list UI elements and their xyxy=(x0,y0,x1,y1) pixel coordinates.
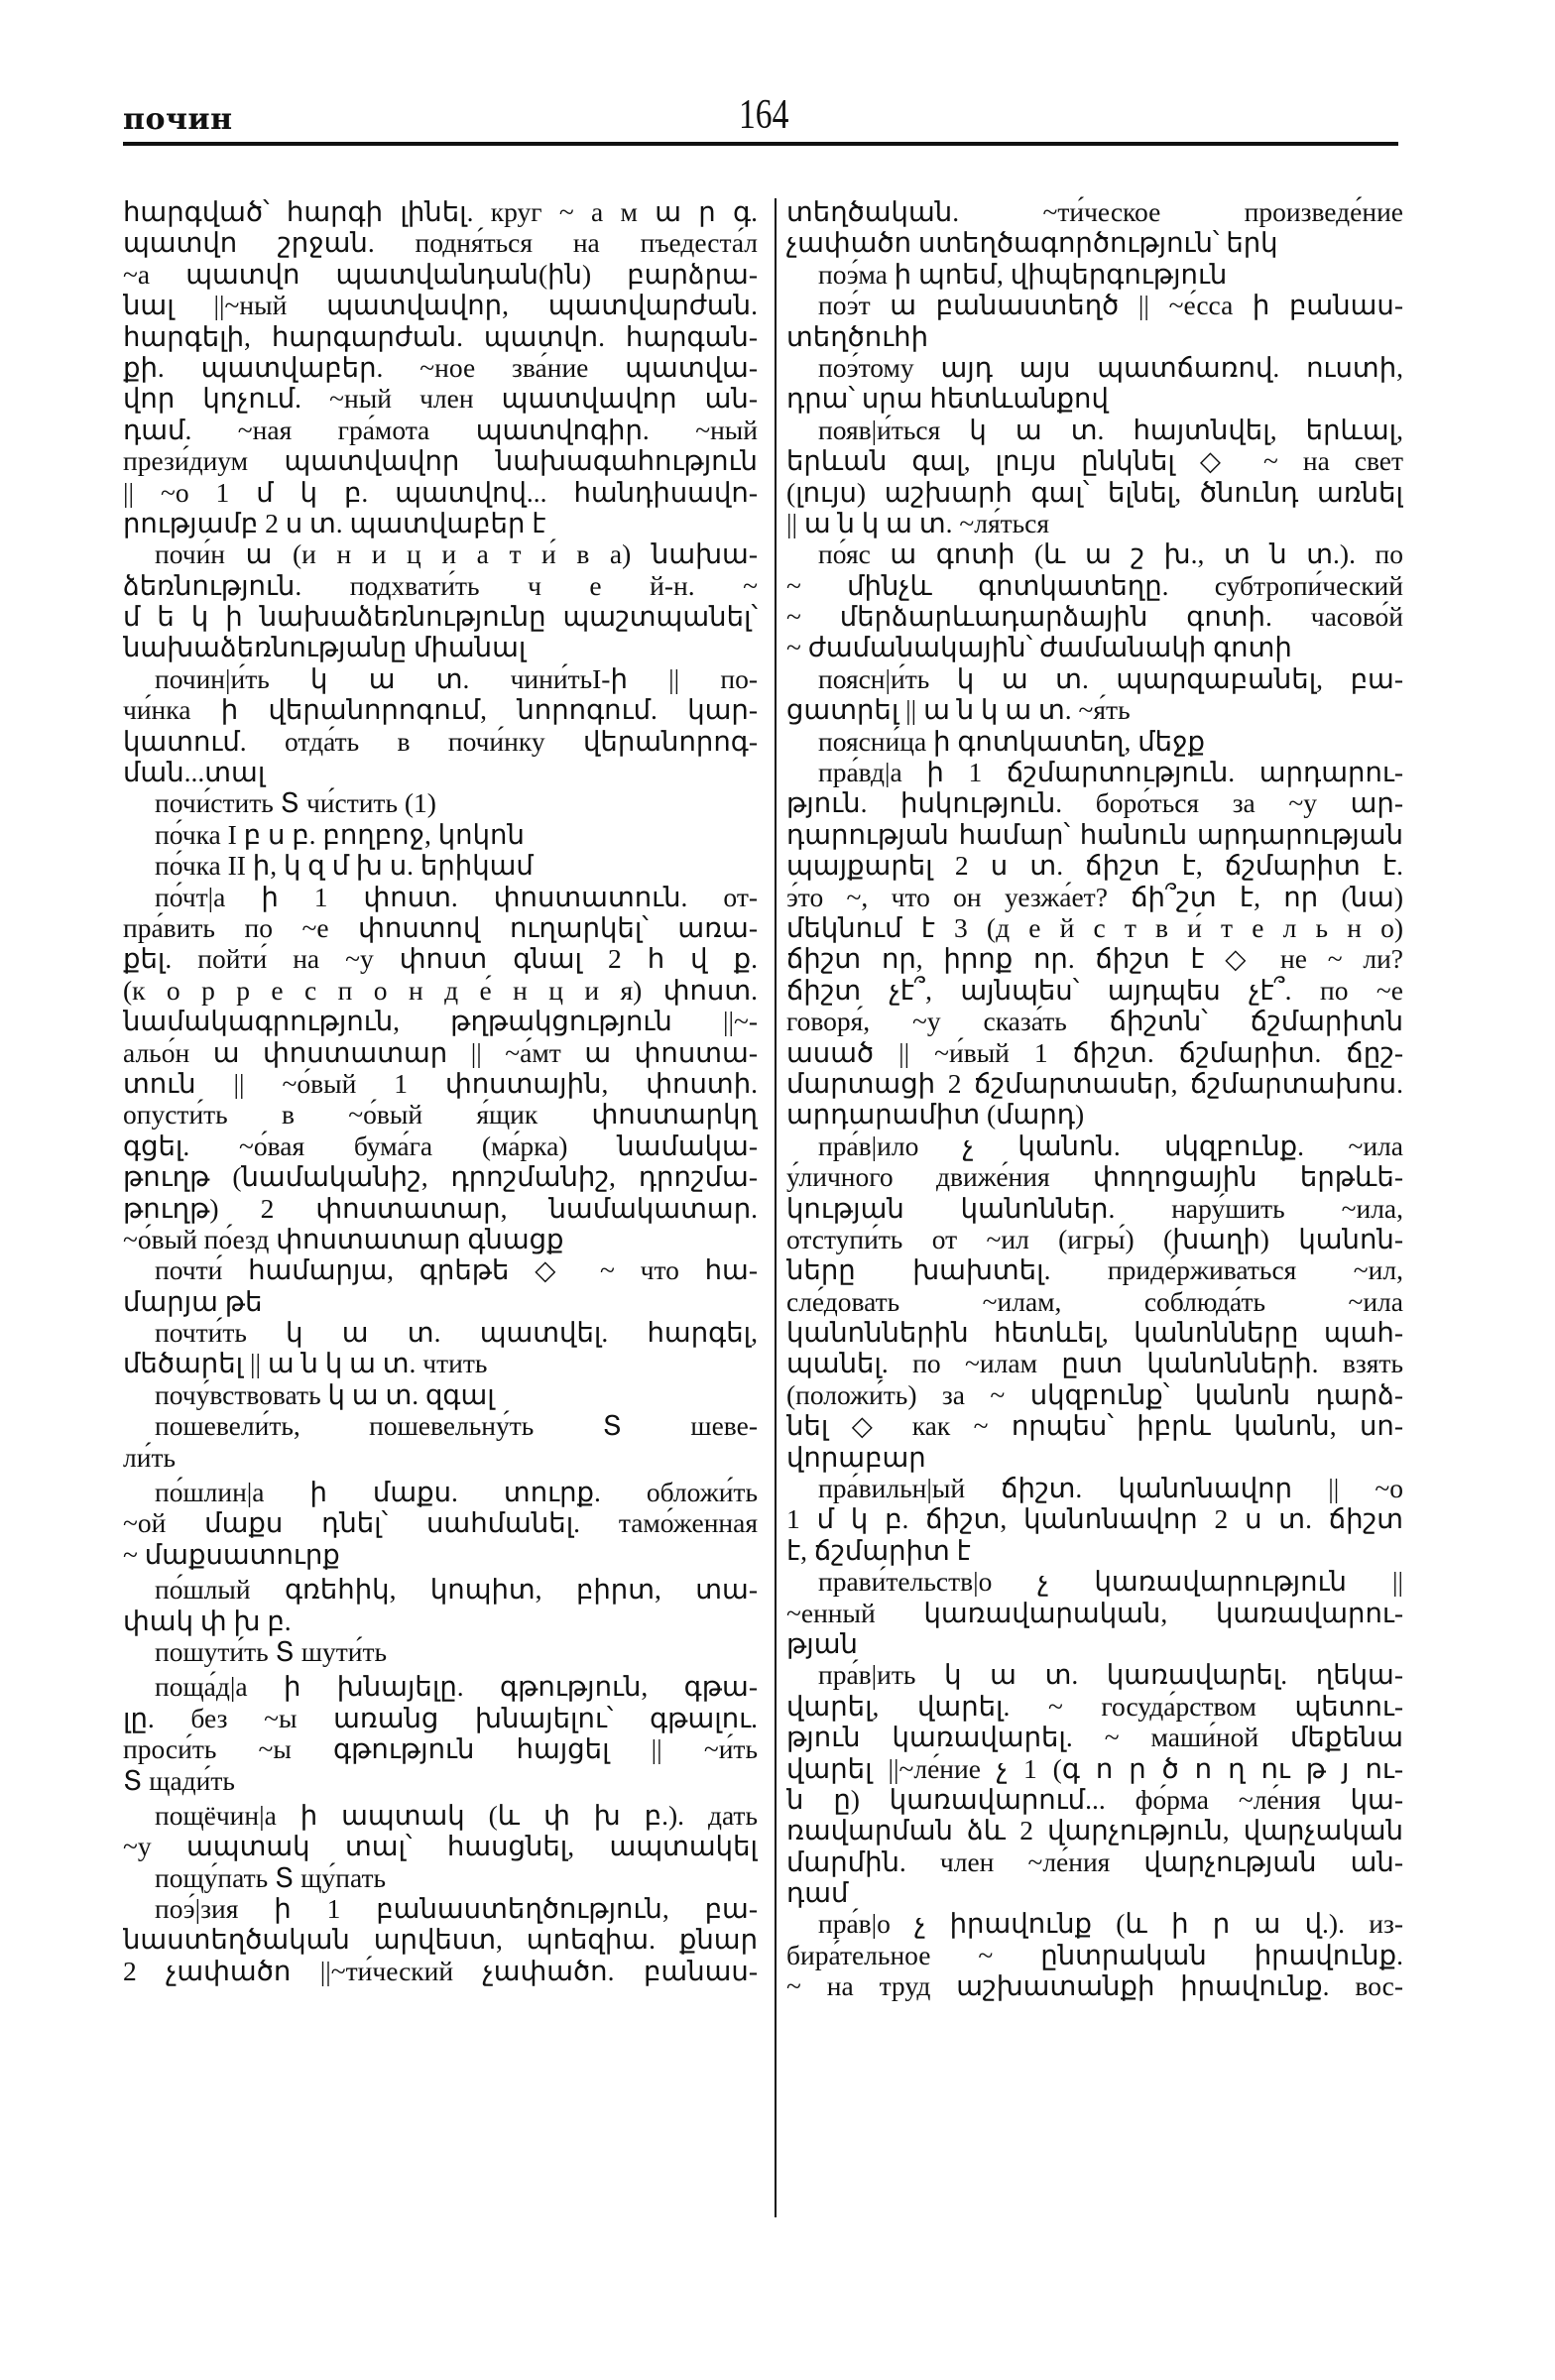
dictionary-entry-line: поэ́тому այդ այս պատճառով. ուստի, xyxy=(818,351,1403,383)
running-head: почин xyxy=(123,102,233,137)
dictionary-text-line: նել ◇ как ~ որպես՝ իբրև կանոն, սո- xyxy=(786,1410,1403,1442)
header-rule xyxy=(123,142,1398,146)
dictionary-text-line: ~ой մաքս դնել՝ սահմանել. тамо́женная xyxy=(123,1507,758,1539)
dictionary-text-line: թուղթ (նամականիշ, դրոշմանիշ, դրոշմա- xyxy=(123,1161,758,1193)
dictionary-entry-line: по́чт|а ի 1 փոստ. փոստատուն. от- xyxy=(155,881,758,912)
dictionary-entry-line: поясни́ца ի գոտկատեղ, մեջք xyxy=(818,725,1205,757)
dictionary-text-line: проси́ть ~ы գթություն հայցել || ~и́ть xyxy=(123,1733,758,1765)
dictionary-text-line: մարյա թե xyxy=(123,1285,263,1317)
dictionary-text-line: մեծարել || ա ն կ ա տ. чтить xyxy=(123,1348,488,1379)
dictionary-entry-line: пра́вильн|ый ճիշտ. կանոնավոր || ~о xyxy=(818,1473,1403,1504)
dictionary-text-line: քի. պատվաբեր. ~ное зва́ние պատվա- xyxy=(123,351,758,383)
dictionary-text-line: պանել. по ~илам ըստ կանոնների. взять xyxy=(786,1348,1403,1379)
dictionary-text-line: ձեռնություն. подхвати́ть ч е й-н. ~ xyxy=(123,569,758,601)
dictionary-entry-line: пра́вд|а ի 1 ճշմարտություն. արդարու- xyxy=(818,757,1403,788)
dictionary-text-line: մեկնում է 3 (д е й с т в и́ т е л ь н о) xyxy=(786,911,1403,943)
dictionary-text-line: бира́тельное ~ ընտրական իրավունք. xyxy=(786,1939,1403,1970)
dictionary-text-line: 1 մ կ բ. ճիշտ, կանոնավոր 2 ս տ. ճիշտ xyxy=(786,1503,1403,1535)
dictionary-text-line: чи́нка ի վերանորոգում, նորոգում. կար- xyxy=(123,694,758,726)
dictionary-text-line: թուղթ) 2 փոստատար, նամակատար. xyxy=(123,1192,758,1224)
dictionary-text-line: прези́диум պատվավոր նախագահություն xyxy=(123,445,758,477)
dictionary-text-line: նաստեղծական արվեստ, պոեզիա. քնար xyxy=(123,1924,758,1956)
dictionary-text-line: Տ щади́ть xyxy=(123,1764,235,1796)
dictionary-text-line: թյուն կառավարել. ~ маши́ной մեքենա xyxy=(786,1722,1403,1753)
dictionary-text-line: րությամբ 2 ս տ. պատվաբեր է xyxy=(123,507,546,538)
dictionary-text-line: քել. пойти́ на ~у փոստ գնալ 2 հ վ ք. xyxy=(123,943,758,975)
column-divider xyxy=(775,198,777,2217)
dictionary-entry-line: поэ́т ա բանաստեղծ || ~е́сса ի բանաս- xyxy=(818,290,1403,321)
dictionary-text-line: пра́вить по ~е փոստով ուղարկել՝ առա- xyxy=(123,911,758,943)
dictionary-entry-line: по́яс ա գոտի (և ա շ խ., տ ն տ.). по xyxy=(818,538,1403,570)
dictionary-text-line: ման...տալ xyxy=(123,757,266,788)
dictionary-text-line: է, ճշմարիտ է xyxy=(786,1534,971,1566)
dictionary-text-line: պատվո շրջան. подня́ться на пъедеста́л xyxy=(123,227,758,259)
dictionary-entry-line: почу́вствовать կ ա տ. զգալ xyxy=(155,1378,495,1410)
dictionary-text-line: տեղծական. ~ти́ческое произведе́ние xyxy=(786,196,1403,227)
dictionary-text-line: ճիշտ չէ՞, այնպես՝ այդպես չէ՞. по ~е xyxy=(786,974,1403,1006)
left-column xyxy=(123,196,758,1986)
dictionary-text-line: ն ը) կառավարում... фо́рма ~ле́ния կա- xyxy=(786,1783,1403,1815)
dictionary-text-line: || ~о 1 մ կ բ. պատվով... հանդիսավո- xyxy=(123,476,758,508)
dictionary-text-line: արդարամիտ (մարդ) xyxy=(786,1099,1085,1130)
dictionary-entry-line: поэ́ма ի պոեմ, վիպերգություն xyxy=(818,258,1228,290)
dictionary-text-line: 2 չափածո ||~ти́ческий չափածո. բանաս- xyxy=(123,1955,758,1986)
dictionary-text-line: վարել ||~ле́ние չ 1 (գ ո ր ծ ո ղ ու թ յ ու- xyxy=(786,1752,1403,1784)
dictionary-entry-line: пошути́ть Տ шути́ть xyxy=(155,1635,388,1667)
dictionary-text-line: վորաբար xyxy=(786,1441,926,1473)
dictionary-text-line: (к о р р е с п о н д е́ н ц и я) փոստ. xyxy=(123,974,758,1006)
dictionary-text-line: նախաձեռնությանը միանալ xyxy=(123,632,527,663)
dictionary-text-line: դարության համար՝ հանուն արդարության xyxy=(786,818,1403,850)
dictionary-text-line: չափածո ստեղծագործություն՝ երկ xyxy=(786,227,1278,259)
dictionary-text-line: դրա՝ սրա հետևանքով xyxy=(786,383,1109,415)
dictionary-text-line: ~ ժամանակային՝ ժամանակի գոտի xyxy=(786,632,1292,663)
dictionary-text-line: отступи́ть от ~ил (игры́) (խաղի) կանոն- xyxy=(786,1223,1403,1254)
dictionary-entry-line: пра́в|ило չ կանոն. սկզբունք. ~ила xyxy=(818,1130,1403,1161)
page-number: 164 xyxy=(739,92,789,138)
dictionary-text-line: երևան գալ, լույս ընկնել ◇ ~ на свет xyxy=(786,445,1403,477)
dictionary-text-line: ցատրել || ա ն կ ա տ. ~я́ть xyxy=(786,694,1131,726)
dictionary-text-line: հարգված՝ հարգի լինել. круг ~ а м ա ր գ. xyxy=(123,196,758,227)
dictionary-text-line: ~ на труд աշխատանքի իրավունք. вос- xyxy=(786,1970,1403,2002)
dictionary-text-line: ~о́вый по́езд փոստատար գնացք xyxy=(123,1223,564,1254)
dictionary-text-line: опусти́ть в ~о́вый я́щик փոստարկղ xyxy=(123,1099,758,1130)
dictionary-entry-line: пощу́пать Տ щу́пать xyxy=(155,1861,386,1893)
dictionary-text-line: говоря́, ~у сказа́ть ճիշտն՝ ճշմարիտն xyxy=(786,1006,1403,1037)
dictionary-text-line: տեղծուհի xyxy=(786,320,929,352)
dictionary-text-line: կատում. отда́ть в почи́нку վերանորոգ- xyxy=(123,725,758,757)
dictionary-text-line: ~ մաքսատուրք xyxy=(123,1538,340,1570)
dictionary-text-line: դամ xyxy=(786,1877,849,1909)
dictionary-text-line: կանոններին հետևել, կանոնները պահ- xyxy=(786,1317,1403,1349)
dictionary-text-line: փակ փ խ բ. xyxy=(123,1605,292,1636)
dictionary-entry-line: пра́в|о չ իրավունք (և ի ր ա վ.). из- xyxy=(818,1908,1403,1940)
dictionary-entry-line: по́чка I բ ս բ. բողբոջ, կոկոն xyxy=(155,818,525,850)
dictionary-entry-line: пра́в|ить կ ա տ. կառավարել. ղեկա- xyxy=(818,1659,1403,1691)
dictionary-text-line: (լույս) աշխարհ գալ՝ ելնել, ծնունդ առնել xyxy=(786,476,1403,508)
dictionary-text-line: մարմին. член ~ле́ния վարչության ան- xyxy=(786,1845,1403,1877)
dictionary-text-line: ասած || ~и́вый 1 ճիշտ. ճշմարիտ. ճըշ- xyxy=(786,1036,1403,1068)
dictionary-text-line: ռավարման ձև 2 վարչություն, վարչական xyxy=(786,1815,1403,1846)
dictionary-text-line: (положи́ть) за ~ սկզբունք՝ կանոն դարձ- xyxy=(786,1378,1403,1410)
dictionary-text-line: ~ մինչև գոտկատեղը. субтропи́ческий xyxy=(786,569,1403,601)
dictionary-entry-line: почи́стить Տ чи́стить (1) xyxy=(155,787,436,819)
dictionary-text-line: դամ. ~ная гра́мота պատվոգիր. ~ный xyxy=(123,414,758,445)
dictionary-entry-line: поща́д|а ի խնայելը. գթություն, գթա- xyxy=(155,1671,758,1703)
dictionary-text-line: կության կանոններ. нару́шить ~ила, xyxy=(786,1192,1403,1224)
dictionary-entry-line: появ|и́ться կ ա տ. հայտնվել, երևալ, xyxy=(818,414,1403,445)
dictionary-entry-line: поэ́|зия ի 1 բանաստեղծություն, բա- xyxy=(155,1893,758,1925)
dictionary-text-line: լը. без ~ы առանց խնայելու՝ գթալու. xyxy=(123,1702,758,1733)
dictionary-entry-line: пошевели́ть, пошевельну́ть Տ шеве- xyxy=(155,1410,758,1442)
dictionary-text-line: сле́довать ~илам, соблюда́ть ~ила xyxy=(786,1285,1403,1317)
dictionary-text-line: թյան xyxy=(786,1627,858,1659)
dictionary-text-line: թյուն. իսկություն. боро́ться за ~у ար- xyxy=(786,787,1403,819)
dictionary-entry-line: по́шлин|а ի մաքս. տուրք. обложи́ть xyxy=(155,1477,758,1508)
dictionary-text-line: ~ մերձարևադարձային գոտի. часово́й xyxy=(786,601,1403,633)
dictionary-entry-line: почти́ համարյա, գրեթե ◇ ~ что հա- xyxy=(155,1254,758,1286)
dictionary-text-line: ~а պատվո պատվանդան(ին) բարձրա- xyxy=(123,258,758,290)
dictionary-text-line: նամակագրություն, թղթակցություն ||~- xyxy=(123,1006,758,1037)
dictionary-text-line: || ա ն կ ա տ. ~ля́ться xyxy=(786,507,1050,538)
dictionary-text-line: տուն || ~о́вый 1 փոստային, փոստի. xyxy=(123,1067,758,1099)
dictionary-text-line: альо́н ա փոստատար || ~а́мт ա փոստա- xyxy=(123,1036,758,1068)
dictionary-text-line: վոր կոչում. ~ный член պատվավոր ան- xyxy=(123,383,758,415)
dictionary-text-line: պայքարել 2 ս տ. ճիշտ է, ճշմարիտ է. xyxy=(786,850,1403,882)
dictionary-text-line: у́личного движе́ния փողոցային երթևե- xyxy=(786,1161,1403,1193)
dictionary-text-line: մ ե կ ի նախաձեռնությունը պաշտպանել՝ xyxy=(123,601,758,633)
right-column xyxy=(786,196,1403,2002)
dictionary-entry-line: почи́н ա (и н и ц и а т и́ в а) նախա- xyxy=(155,538,758,570)
dictionary-entry-line: по́шлый գռեհիկ, կոպիտ, բիրտ, տա- xyxy=(155,1574,758,1606)
dictionary-entry-line: прави́тельств|о չ կառավարություն || xyxy=(818,1566,1403,1598)
dictionary-text-line: ~енный կառավարական, կառավարու- xyxy=(786,1597,1403,1628)
dictionary-entry-line: почти́ть կ ա տ. պատվել. հարգել, xyxy=(155,1317,758,1349)
dictionary-text-line: ~у ապտակ տալ՝ հասցնել, ապտակել xyxy=(123,1831,758,1862)
dictionary-text-line: վարել, վարել. ~ госуда́рством պետու- xyxy=(786,1690,1403,1722)
dictionary-text-line: հարգելի, հարգարժան. պատվո. հարգան- xyxy=(123,320,758,352)
dictionary-text-line: նալ ||~ный պատվավոր, պատվարժան. xyxy=(123,290,758,321)
dictionary-entry-line: пощёчин|а ի ապտակ (և փ խ բ.). дать xyxy=(155,1799,758,1831)
dictionary-entry-line: почин|и́ть կ ա տ. чини́тьI-ի || по- xyxy=(155,662,758,694)
dictionary-text-line: գցել. ~о́вая бума́га (ма́рка) նամակա- xyxy=(123,1130,758,1161)
dictionary-text-line: ները խախտել. приде́рживаться ~ил, xyxy=(786,1254,1403,1286)
dictionary-entry-line: поясн|и́ть կ ա տ. պարզաբանել, բա- xyxy=(818,662,1403,694)
dictionary-text-line: ли́ть xyxy=(123,1441,176,1473)
dictionary-text-line: э́то ~, что он уезжа́ет? ճի՞շտ է, որ (նա) xyxy=(786,881,1403,912)
dictionary-entry-line: по́чка II ի, կ զ մ խ ս. երիկամ xyxy=(155,850,534,882)
dictionary-text-line: ճիշտ որ, իրոք որ. ճիշտ է ◇ не ~ ли? xyxy=(786,943,1403,975)
dictionary-text-line: մարտացի 2 ճշմարտասեր, ճշմարտախոս. xyxy=(786,1067,1403,1099)
